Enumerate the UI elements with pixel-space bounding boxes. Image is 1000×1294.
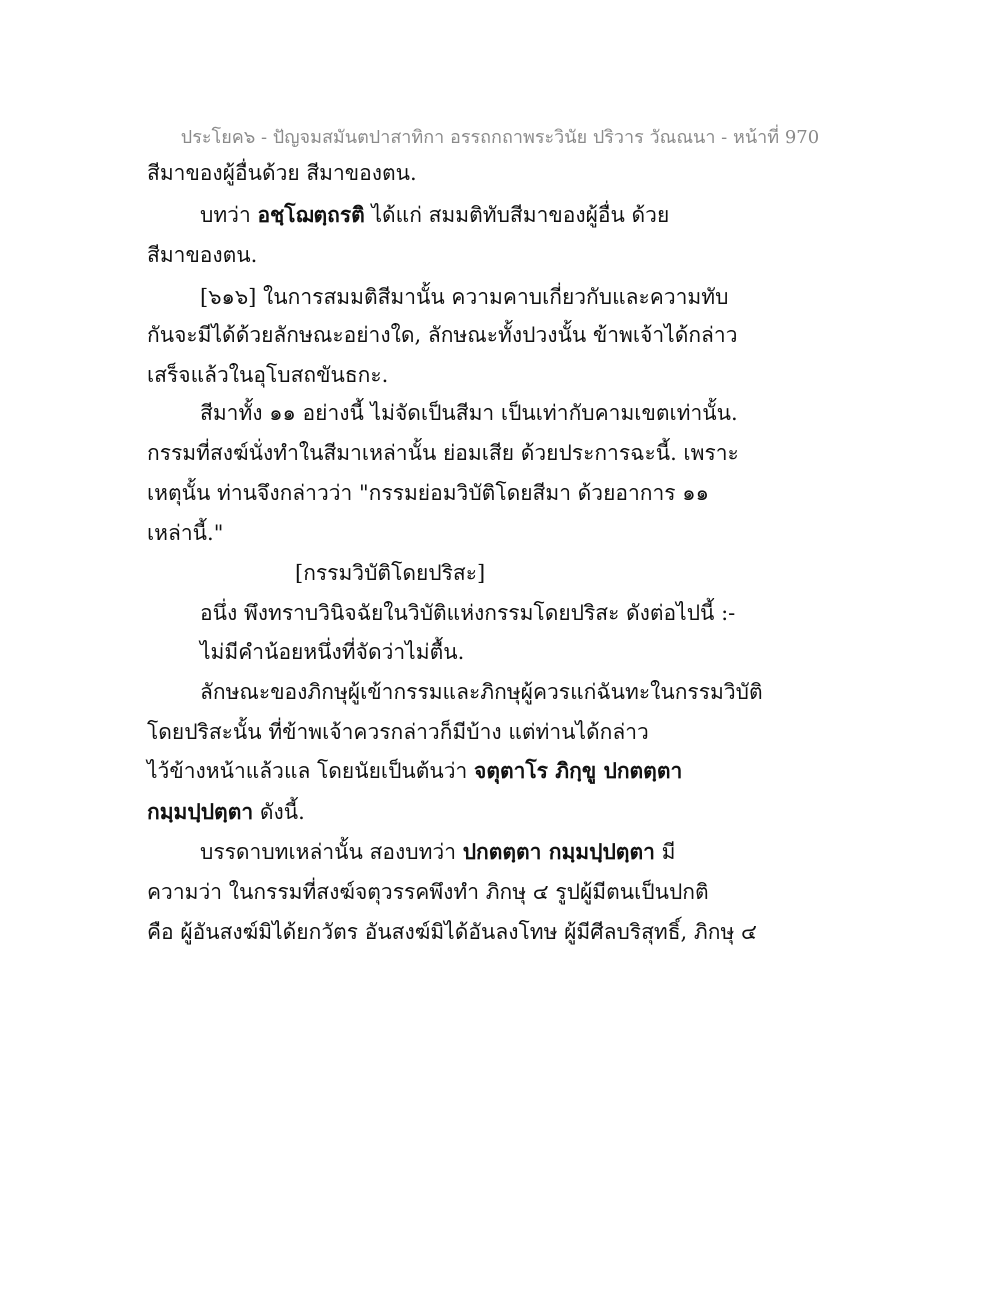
text-line: สีมาทั้ง ๑๑ อย่างนี้ ไม่จัดเป็นสีมา เป็นเท่ากับคามเขตเท่านั้น. [200, 401, 738, 425]
text-span: ได้แก่ สมมติทับสีมาของผู้อื่น ด้วย [364, 203, 670, 227]
text-line: โดยปริสะนั้น ที่ข้าพเจ้าควรกล่าวก็มีบ้าง แต่ท่านได้กล่าว [147, 720, 649, 744]
text-line: เหตุนั้น ท่านจึงกล่าวว่า "กรรมย่อมวิบัติโดยสีมา ด้วยอาการ ๑๑ [147, 481, 709, 505]
page-header: ประโยค๖ - ปัญจมสมันตปาสาทิกา อรรถกถาพระวินัย ปริวาร วัณณนา - หน้าที่ 970 [180, 127, 820, 148]
text-line: ลักษณะของภิกษุผู้เข้ากรรมและภิกษุผู้ควรแก่ฉันทะในกรรมวิบัติ [200, 680, 763, 704]
text-line: กันจะมีได้ด้วยลักษณะอย่างใด, ลักษณะทั้งปวงนั้น ข้าพเจ้าได้กล่าว [147, 323, 738, 347]
text-line: เสร็จแล้วในอุโบสถขันธกะ. [147, 363, 389, 387]
bold-term: จตุตาโร ภิกฺขู ปกตตฺตา [474, 758, 683, 783]
bold-term: ปกตตฺตา กมฺมปฺปตฺตา [462, 839, 655, 864]
text-line: สีมาของผู้อื่นด้วย สีมาของตน. [147, 161, 417, 185]
text-line [147, 756, 682, 786]
text-line [200, 837, 675, 867]
text-line [147, 797, 305, 827]
text-line: กรรมที่สงฆ์นั่งทำในสีมาเหล่านั้น ย่อมเสีย ด้วยประการฉะนี้. เพราะ [147, 441, 739, 465]
text-line: สีมาของตน. [147, 243, 258, 267]
bold-term: กมฺมปฺปตฺตา [147, 799, 254, 824]
bold-term: อชฺโฌตฺถรติ [257, 202, 365, 227]
text-line: ไม่มีคำน้อยหนึ่งที่จัดว่าไม่ตื้น. [200, 640, 465, 664]
section-heading: [กรรมวิบัติโดยปริสะ] [295, 561, 486, 585]
text-span: บทว่า [200, 203, 258, 227]
text-line: [๖๑๖] ในการสมมติสีมานั้น ความคาบเกี่ยวกับและความทับ [200, 285, 729, 309]
text-line [200, 200, 669, 230]
text-span: มี [654, 840, 676, 864]
text-line: อนึ่ง พึงทราบวินิจฉัยในวิบัติแห่งกรรมโดยปริสะ ดังต่อไปนี้ :- [200, 601, 736, 625]
text-line: คือ ผู้อันสงฆ์มิได้ยกวัตร อันสงฆ์มิได้อันลงโทษ ผู้มีศีลบริสุทธิ์, ภิกษุ ๔ [147, 920, 757, 944]
text-span: บรรดาบทเหล่านั้น สองบทว่า [200, 840, 463, 864]
text-line: ความว่า ในกรรมที่สงฆ์จตุวรรคพึงทำ ภิกษุ ๔ รูปผู้มีตนเป็นปกติ [147, 880, 709, 904]
text-line: เหล่านี้." [147, 521, 224, 545]
text-span: ดังนี้. [253, 800, 305, 824]
text-span: ไว้ข้างหน้าแล้วแล โดยนัยเป็นต้นว่า [147, 759, 475, 783]
